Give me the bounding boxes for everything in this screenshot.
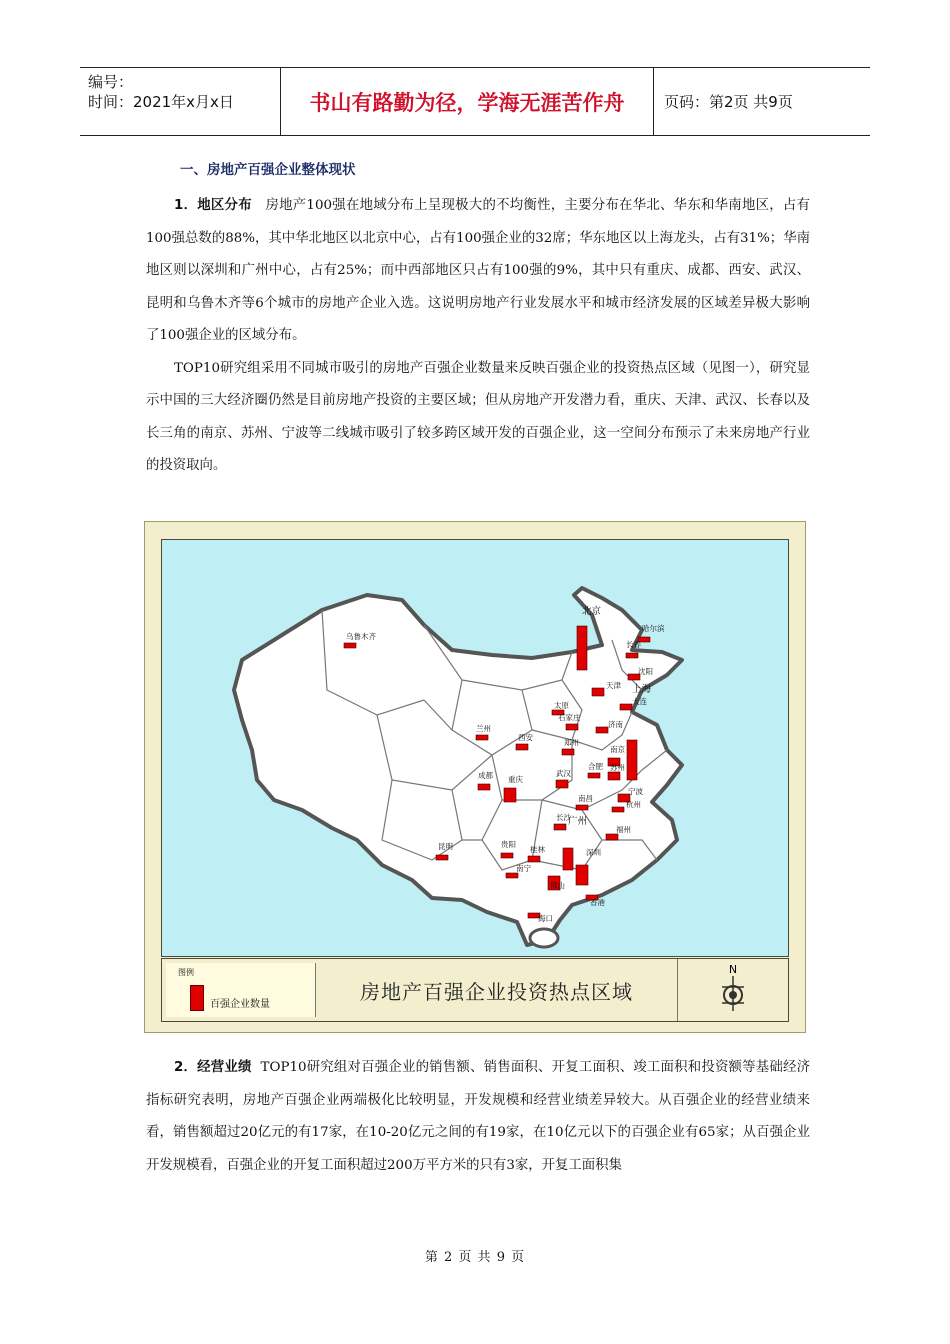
city-label: 郑州 <box>564 738 579 747</box>
city-bar <box>576 865 588 885</box>
map-legend-bar <box>161 958 789 1022</box>
city-bar <box>627 740 637 780</box>
body-text-bottom <box>146 1052 810 1182</box>
city-label: 兰州 <box>476 724 491 733</box>
header-motto: 书山有路勤为径，学海无涯苦作舟 <box>281 68 654 135</box>
city-bar <box>516 744 528 750</box>
city-bar <box>566 724 578 730</box>
legend-box <box>166 963 316 1017</box>
map-caption: 房地产百强企业投资热点区域 <box>316 959 678 1021</box>
city-bar <box>504 788 516 802</box>
city-label: 福州 <box>616 825 631 834</box>
paragraph-region-distribution <box>146 190 810 353</box>
city-label: 深圳 <box>586 848 601 857</box>
city-bar <box>620 704 632 710</box>
city-label: 西安 <box>518 733 533 742</box>
city-bar <box>592 688 604 696</box>
hainan-island <box>530 929 558 947</box>
city-label: 沈阳 <box>638 667 653 676</box>
city-label: 桂林 <box>530 845 545 854</box>
city-bar <box>596 727 608 733</box>
city-label: 上海 <box>632 684 652 695</box>
document-time: 时间：2021年x月x日 <box>88 93 234 111</box>
paragraph-lead: 2．经营业绩 <box>174 1060 252 1075</box>
city-label: 昆明 <box>438 842 453 851</box>
city-bar <box>344 643 356 648</box>
city-label: 贵阳 <box>501 840 516 849</box>
city-bar <box>577 626 587 670</box>
city-label: 天津 <box>606 681 621 690</box>
page-footer: 第 2 页 共 9 页 <box>424 1250 526 1265</box>
city-label: 南昌 <box>578 794 593 803</box>
city-bar <box>608 772 620 780</box>
paragraph-investment-hotspots <box>146 353 810 483</box>
document-number: 编号： <box>88 73 134 91</box>
city-label: 合肥 <box>588 762 603 771</box>
section-title: 一、房地产百强企业整体现状 <box>180 162 356 178</box>
city-bar <box>626 653 638 658</box>
city-label: 成都 <box>478 771 493 780</box>
city-label: 大连 <box>632 697 647 706</box>
page-header <box>80 67 870 136</box>
city-label: 哈尔滨 <box>642 624 665 633</box>
city-bar <box>563 848 573 870</box>
china-map-figure <box>144 521 806 1033</box>
city-label: 苏州 <box>610 763 625 772</box>
city-bar <box>562 749 574 755</box>
city-label: 长春 <box>626 640 641 649</box>
city-label: 宁波 <box>628 787 643 796</box>
paragraph-text: 房地产100强在地域分布上呈现极大的不均衡性，主要分布在华北、华东和华南地区，占有100强总数的88%，其中华北地区以北京中心，占有100强企业的32席；华东地区以上海龙头，占有31%；华南地区则以深圳和广州中心，占有25%；而中西部地区只占有100强的9%，其中只有重庆、成都、西安、武汉、昆明和乌鲁木齐等6个城市的房地产企业入选。这说明房地产行业发展水平和城市经济发展的区域差异极大影响了100强企业的区域分布。 <box>146 198 810 343</box>
paragraph-text: TOP10研究组采用不同城市吸引的房地产百强企业数量来反映百强企业的投资热点区域（见图一），研究显示中国的三大经济圈仍然是目前房地产投资的主要区域；但从房地产开发潜力看，重庆、天津、武汉、长春以及长三角的南京、苏州、宁波等二线城市吸引了较多跨区域开发的百强企业，这一空间分布预示了未来房地产行业的投资取向。 <box>146 360 810 473</box>
city-label: 武汉 <box>556 769 571 778</box>
city-bar <box>436 855 448 860</box>
city-bar <box>606 834 618 840</box>
city-bar <box>528 856 540 862</box>
paragraph-text: TOP10研究组对百强企业的销售额、销售面积、开复工面积、竣工面积和投资额等基础经济指标研究表明，房地产百强企业两端极化比较明显，开发规模和经营业绩差异较大。从百强企业的经营业绩来看，销售额超过20亿元的有17家，在10-20亿元之间的有19家，在10亿元以下的百强企业有65家；从百强企业开发规模看，百强企业的开复工面积超过200万平方米的只有3家，开复工面积集 <box>146 1060 810 1173</box>
city-label: 长沙 <box>556 813 571 822</box>
city-bar <box>478 784 490 790</box>
city-label: 南宁 <box>516 864 531 873</box>
legend-title: 图例 <box>178 968 194 977</box>
city-bar <box>588 773 600 778</box>
compass-north-letter: N <box>728 963 738 976</box>
paragraph-lead: 1．地区分布 <box>174 198 252 213</box>
body-text-top <box>146 150 810 483</box>
header-page-number: 页码：第2页 共9页 <box>664 93 793 111</box>
city-label: 广州 <box>568 816 588 827</box>
city-bar <box>612 807 624 812</box>
compass-rose <box>678 959 788 1021</box>
city-bar <box>476 735 488 740</box>
city-label: 石家庄 <box>558 713 581 722</box>
city-label: 香港 <box>590 898 605 907</box>
city-bar <box>556 780 568 788</box>
city-label: 济南 <box>608 720 623 729</box>
header-meta <box>80 68 281 135</box>
city-label: 南京 <box>610 745 625 754</box>
city-label: 杭州 <box>626 800 641 809</box>
city-label: 佛山 <box>550 881 565 890</box>
city-bar <box>506 873 518 878</box>
city-label: 北京 <box>582 606 602 617</box>
city-label: 海口 <box>538 914 553 923</box>
city-bar <box>501 853 513 858</box>
city-label: 太原 <box>554 701 569 710</box>
compass-icon <box>678 959 788 1019</box>
city-bar <box>576 805 588 810</box>
china-map-svg <box>162 540 788 956</box>
city-label: 重庆 <box>508 775 523 784</box>
paragraph-operating-performance <box>146 1052 810 1182</box>
city-bar <box>554 824 566 830</box>
legend-label: 百强企业数量 <box>210 999 270 1010</box>
legend-swatch <box>190 985 204 1011</box>
map-area <box>161 539 789 957</box>
city-label: 乌鲁木齐 <box>346 632 376 641</box>
